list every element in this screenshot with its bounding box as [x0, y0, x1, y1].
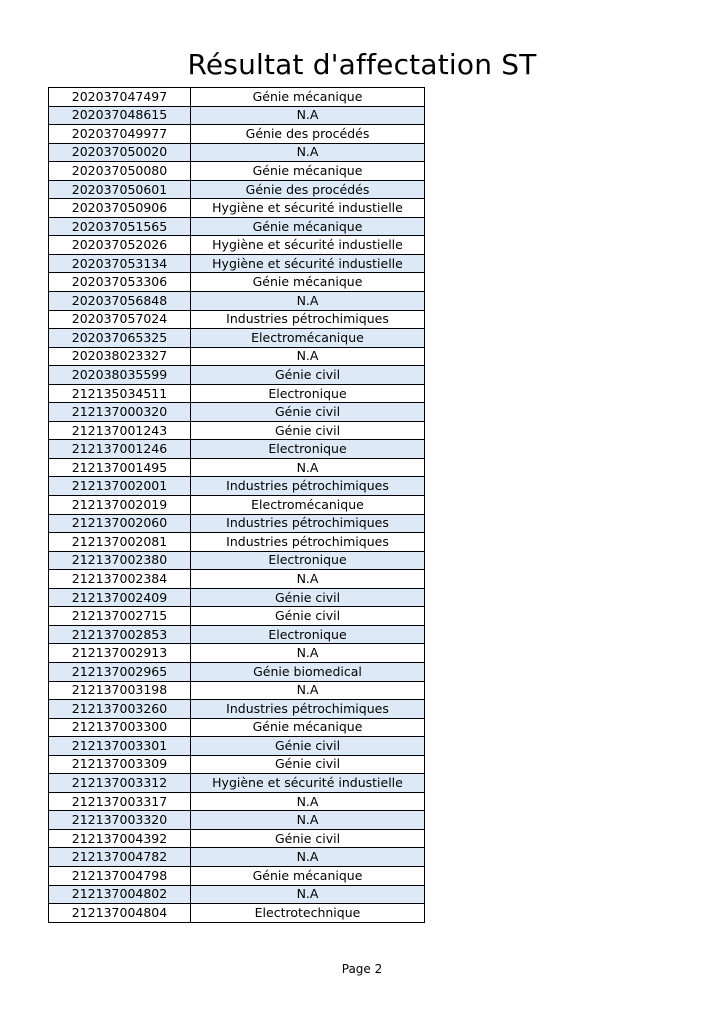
- student-id-cell: 212137002409: [49, 588, 191, 607]
- student-id-cell: 212137003312: [49, 774, 191, 793]
- table-row: [49, 588, 425, 607]
- student-id-cell: 202037056848: [49, 292, 191, 311]
- assignment-cell: Génie civil: [191, 588, 425, 607]
- results-table-body: [49, 88, 425, 923]
- student-id-cell: 212135034511: [49, 384, 191, 403]
- student-id-cell: 212137003320: [49, 811, 191, 830]
- table-row: [49, 737, 425, 756]
- student-id-cell: 212137002019: [49, 496, 191, 515]
- table-row: [49, 829, 425, 848]
- table-row: [49, 551, 425, 570]
- student-id-cell: 202037049977: [49, 125, 191, 144]
- student-id-cell: 212137003198: [49, 681, 191, 700]
- table-row: [49, 625, 425, 644]
- table-row: [49, 217, 425, 236]
- assignment-cell: Industries pétrochimiques: [191, 310, 425, 329]
- table-row: [49, 329, 425, 348]
- student-id-cell: 202037051565: [49, 217, 191, 236]
- student-id-cell: 212137004802: [49, 885, 191, 904]
- student-id-cell: 202037065325: [49, 329, 191, 348]
- table-row: [49, 273, 425, 292]
- assignment-cell: Génie biomedical: [191, 662, 425, 681]
- assignment-cell: Industries pétrochimiques: [191, 533, 425, 552]
- student-id-cell: 202038023327: [49, 347, 191, 366]
- assignment-cell: N.A: [191, 848, 425, 867]
- assignment-cell: Génie mécanique: [191, 866, 425, 885]
- table-row: [49, 792, 425, 811]
- student-id-cell: 212137003301: [49, 737, 191, 756]
- student-id-cell: 202037050020: [49, 143, 191, 162]
- assignment-cell: Electrotechnique: [191, 904, 425, 923]
- table-row: [49, 180, 425, 199]
- student-id-cell: 202037050906: [49, 199, 191, 218]
- table-row: [49, 681, 425, 700]
- student-id-cell: 212137002380: [49, 551, 191, 570]
- student-id-cell: 212137003300: [49, 718, 191, 737]
- assignment-cell: N.A: [191, 811, 425, 830]
- table-row: [49, 885, 425, 904]
- table-row: [49, 421, 425, 440]
- assignment-cell: N.A: [191, 644, 425, 663]
- assignment-cell: Electronique: [191, 440, 425, 459]
- assignment-cell: N.A: [191, 885, 425, 904]
- student-id-cell: 202037052026: [49, 236, 191, 255]
- assignment-cell: N.A: [191, 106, 425, 125]
- student-id-cell: 212137002913: [49, 644, 191, 663]
- assignment-cell: N.A: [191, 458, 425, 477]
- student-id-cell: 202037053134: [49, 254, 191, 273]
- table-row: [49, 125, 425, 144]
- student-id-cell: 202037050080: [49, 162, 191, 181]
- table-row: [49, 477, 425, 496]
- assignment-cell: Electronique: [191, 384, 425, 403]
- assignment-cell: Génie mécanique: [191, 273, 425, 292]
- assignment-cell: Génie mécanique: [191, 88, 425, 107]
- assignment-cell: Electromécanique: [191, 329, 425, 348]
- table-row: [49, 254, 425, 273]
- table-row: [49, 366, 425, 385]
- student-id-cell: 212137001495: [49, 458, 191, 477]
- table-row: [49, 310, 425, 329]
- table-row: [49, 774, 425, 793]
- student-id-cell: 212137003309: [49, 755, 191, 774]
- table-row: [49, 403, 425, 422]
- assignment-cell: N.A: [191, 681, 425, 700]
- assignment-cell: N.A: [191, 792, 425, 811]
- student-id-cell: 202037047497: [49, 88, 191, 107]
- table-row: [49, 514, 425, 533]
- student-id-cell: 212137004782: [49, 848, 191, 867]
- assignment-cell: Génie civil: [191, 737, 425, 756]
- table-row: [49, 458, 425, 477]
- assignment-cell: Génie des procédés: [191, 180, 425, 199]
- assignment-cell: Hygiène et sécurité industielle: [191, 236, 425, 255]
- student-id-cell: 212137002060: [49, 514, 191, 533]
- student-id-cell: 212137002715: [49, 607, 191, 626]
- student-id-cell: 212137003260: [49, 700, 191, 719]
- student-id-cell: 202038035599: [49, 366, 191, 385]
- assignment-cell: Génie civil: [191, 829, 425, 848]
- table-row: [49, 236, 425, 255]
- table-row: [49, 904, 425, 923]
- assignment-cell: N.A: [191, 143, 425, 162]
- assignment-cell: Génie mécanique: [191, 217, 425, 236]
- student-id-cell: 202037053306: [49, 273, 191, 292]
- student-id-cell: 212137002001: [49, 477, 191, 496]
- student-id-cell: 212137004798: [49, 866, 191, 885]
- table-row: [49, 700, 425, 719]
- assignment-cell: Electronique: [191, 551, 425, 570]
- table-row: [49, 866, 425, 885]
- table-row: [49, 496, 425, 515]
- table-row: [49, 88, 425, 107]
- assignment-cell: Industries pétrochimiques: [191, 514, 425, 533]
- assignment-cell: Génie mécanique: [191, 162, 425, 181]
- table-row: [49, 292, 425, 311]
- table-row: [49, 440, 425, 459]
- assignment-cell: Hygiène et sécurité industielle: [191, 254, 425, 273]
- assignment-cell: Génie mécanique: [191, 718, 425, 737]
- table-row: [49, 106, 425, 125]
- assignment-cell: Génie civil: [191, 366, 425, 385]
- student-id-cell: 212137003317: [49, 792, 191, 811]
- table-row: [49, 384, 425, 403]
- assignment-cell: Industries pétrochimiques: [191, 700, 425, 719]
- assignment-cell: Hygiène et sécurité industielle: [191, 774, 425, 793]
- table-row: [49, 607, 425, 626]
- table-row: [49, 848, 425, 867]
- assignment-cell: Génie civil: [191, 403, 425, 422]
- student-id-cell: 212137001243: [49, 421, 191, 440]
- student-id-cell: 202037050601: [49, 180, 191, 199]
- assignment-cell: N.A: [191, 292, 425, 311]
- table-row: [49, 143, 425, 162]
- student-id-cell: 212137002081: [49, 533, 191, 552]
- student-id-cell: 212137002965: [49, 662, 191, 681]
- table-row: [49, 570, 425, 589]
- student-id-cell: 212137004804: [49, 904, 191, 923]
- assignment-cell: Electronique: [191, 625, 425, 644]
- student-id-cell: 212137002384: [49, 570, 191, 589]
- assignment-cell: Génie civil: [191, 421, 425, 440]
- student-id-cell: 202037048615: [49, 106, 191, 125]
- results-table: [48, 87, 425, 923]
- assignment-cell: N.A: [191, 347, 425, 366]
- table-row: [49, 811, 425, 830]
- student-id-cell: 212137000320: [49, 403, 191, 422]
- page-title: Résultat d'affectation ST: [187, 48, 537, 81]
- assignment-cell: Industries pétrochimiques: [191, 477, 425, 496]
- assignment-cell: Génie civil: [191, 607, 425, 626]
- assignment-cell: Hygiène et sécurité industielle: [191, 199, 425, 218]
- assignment-cell: Génie civil: [191, 755, 425, 774]
- student-id-cell: 212137004392: [49, 829, 191, 848]
- student-id-cell: 212137001246: [49, 440, 191, 459]
- table-row: [49, 644, 425, 663]
- table-row: [49, 533, 425, 552]
- student-id-cell: 212137002853: [49, 625, 191, 644]
- table-row: [49, 162, 425, 181]
- assignment-cell: Génie des procédés: [191, 125, 425, 144]
- table-row: [49, 199, 425, 218]
- assignment-cell: N.A: [191, 570, 425, 589]
- page-number: Page 2: [341, 962, 383, 976]
- table-row: [49, 662, 425, 681]
- student-id-cell: 202037057024: [49, 310, 191, 329]
- table-row: [49, 755, 425, 774]
- table-row: [49, 718, 425, 737]
- table-row: [49, 347, 425, 366]
- assignment-cell: Electromécanique: [191, 496, 425, 515]
